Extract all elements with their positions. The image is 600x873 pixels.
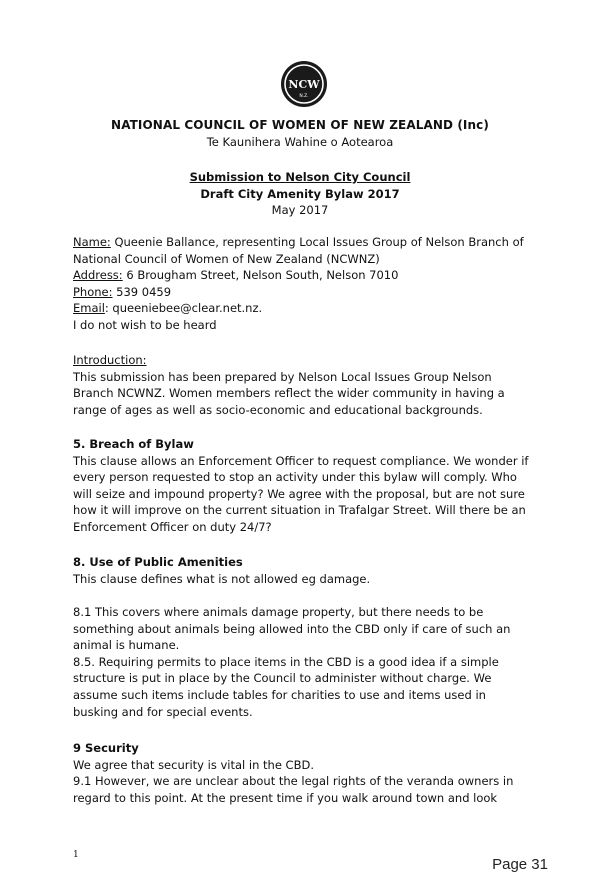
phone-line [73, 284, 531, 301]
email-line [73, 300, 531, 317]
section-5 [73, 436, 531, 536]
svg-text:NCW: NCW [288, 78, 320, 91]
email-label: Email [73, 301, 105, 316]
address-line [73, 267, 531, 284]
org-maori-name: Te Kaunihera Wahine o Aotearoa [206, 135, 394, 149]
section-8 [73, 554, 531, 587]
section-8-text: This clause defines what is not allowed eg damage. [73, 571, 371, 586]
section-9-text-2: 9.1 However, we are unclear about the legal rights of the veranda owners in regard to this point. At the present time if you walk around town and look [73, 774, 514, 805]
org-name: NATIONAL COUNCIL OF WOMEN OF NEW ZEALAND (Inc) [111, 118, 489, 132]
ncw-logo [280, 60, 328, 108]
introduction [73, 352, 531, 418]
section-9-text-1: We agree that security is vital in the CBD. [73, 757, 314, 772]
section-9-heading: 9 Security [73, 741, 139, 755]
address-label: Address: [73, 268, 123, 283]
section-5-heading: 5. Breach of Bylaw [73, 437, 194, 451]
submission-title: Submission to Nelson City Council [189, 170, 411, 184]
address-value: 6 Brougham Street, Nelson South, Nelson 7010 [122, 268, 399, 283]
section-5-text: This clause allows an Enforcement Officer to request compliance. We wonder if every person requested to stop an activity under this bylaw will comply. Who will seize and impound property? We agree with the proposal, but are not sure how it will improve on the current situation in Trafalgar Street. Will there be an Enforcement Officer on duty 24/7? [73, 453, 529, 534]
name-line [73, 234, 531, 267]
svg-text:N.Z.: N.Z. [299, 94, 309, 99]
section-8-detail [73, 604, 531, 720]
intro-text: This submission has been prepared by Nelson Local Issues Group Nelson Branch NCWNZ. Women members reflect the wider community in having a range of ages as well as socio-economic and educational backgrounds. [73, 369, 505, 417]
page-number: Page 31 [492, 856, 548, 873]
draft-title: Draft City Amenity Bylaw 2017 [200, 187, 400, 201]
phone-value: 539 0459 [112, 284, 172, 299]
submission-date: May 2017 [271, 203, 329, 217]
phone-label: Phone: [73, 284, 113, 299]
intro-heading: Introduction: [73, 353, 147, 367]
email-value: : queeniebee@clear.net.nz. [104, 301, 263, 316]
section-8-1: 8.1 This covers where animals damage property, but there needs to be something about animals being allowed into the CBD only if care of such an animal is humane. [73, 605, 511, 653]
contact-block [73, 234, 531, 334]
footnote-number: 1 [73, 850, 79, 860]
section-9 [73, 740, 531, 806]
name-label: Name: [73, 235, 111, 249]
section-8-heading: 8. Use of Public Amenities [73, 555, 243, 569]
name-value: Queenie Ballance, representing Local Issues Group of Nelson Branch of National Council of Women of New Zealand (NCWNZ) [73, 235, 524, 266]
heard-line: I do not wish to be heard [73, 317, 217, 332]
section-8-5: 8.5. Requiring permits to place items in the CBD is a good idea if a simple structure is put in place by the Council to administer without charge. We assume such items include tables for charities to use and items used in busking and for special events. [73, 654, 499, 719]
